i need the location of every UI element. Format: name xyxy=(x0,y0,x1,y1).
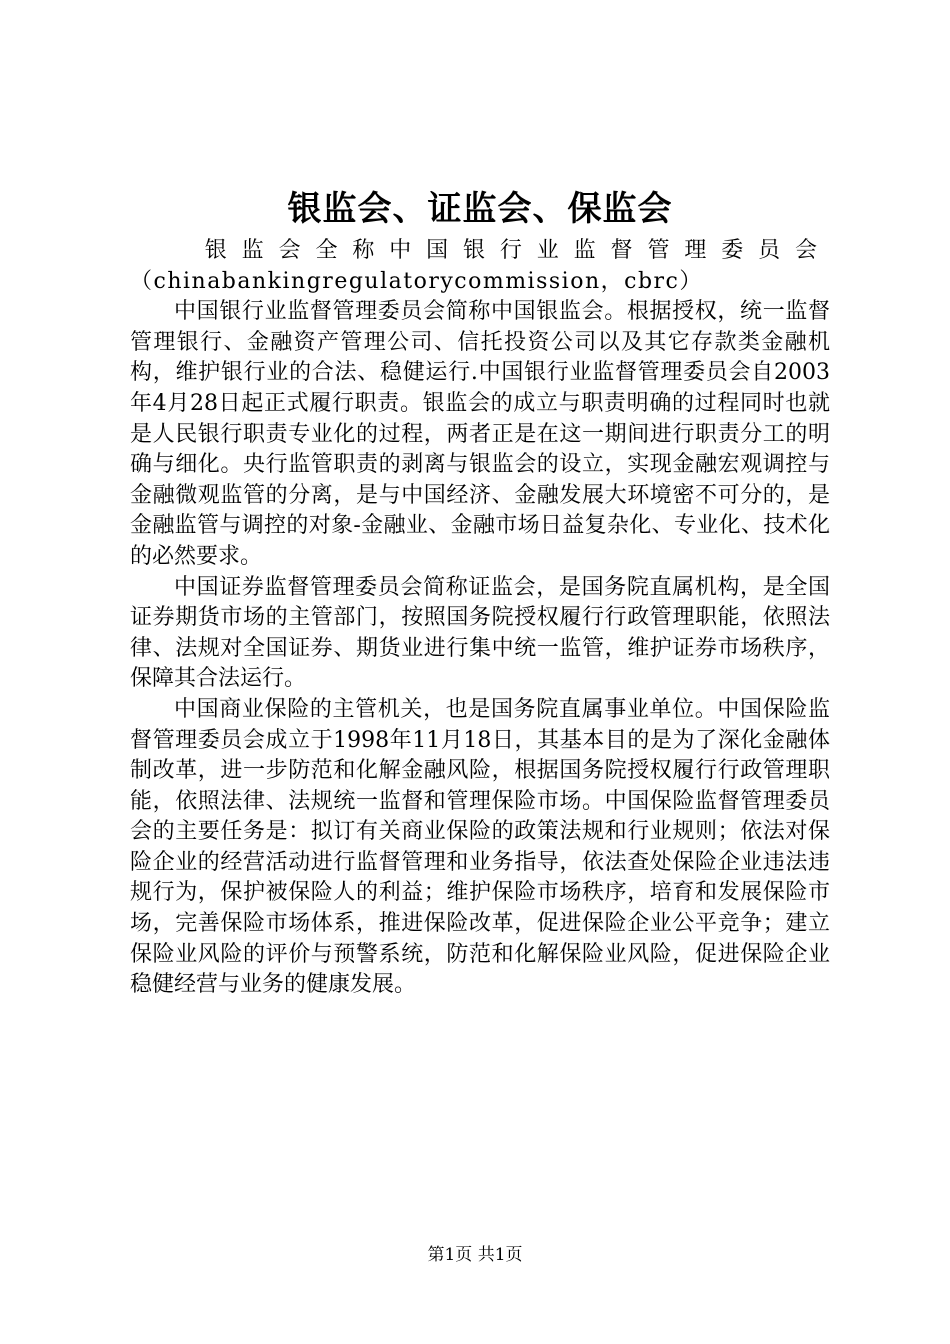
intro-paragraph xyxy=(130,236,830,297)
paragraph-cbrc: 中国银行业监督管理委员会简称中国银监会。根据授权，统一监督管理银行、金融资产管理公司、信托投资公司以及其它存款类金融机构，维护银行业的合法、稳健运行.中国银行业监督管理委员会自2003年4月28日起正式履行职责。银监会的成立与职责明确的过程同时也就是人民银行职责专业化的过程，两者正是在这一期间进行职责分工的明确与细化。央行监管职责的剥离与银监会的设立，实现金融宏观调控与金融微观监管的分离，是与中国经济、金融发展大环境密不可分的，是金融监管与调控的对象-金融业、金融市场日益复杂化、专业化、技术化的必然要求。 xyxy=(130,299,830,569)
intro-latin: （chinabankingregulatorycommission，cbrc） xyxy=(130,268,703,294)
page-footer: 第1页 共1页 xyxy=(427,1245,523,1265)
paragraph-circ: 中国商业保险的主管机关，也是国务院直属事业单位。中国保险监督管理委员会成立于1998年11月18日，其基本目的是为了深化金融体制改革，进一步防范和化解金融风险，根据国务院授权履行行政管理职能，依照法律、法规统一监督和管理保险市场。中国保险监督管理委员会的主要任务是：拟订有关商业保险的政策法规和行业规则；依法对保险企业的经营活动进行监督管理和业务指导，依法查处保险企业违法违规行为，保护被保险人的利益；维护保险市场秩序，培育和发展保险市场，完善保险市场体系，推进保险改革，促进保险企业公平竞争；建立保险业风险的评价与预警系统，防范和化解保险业风险，促进保险企业稳健经营与业务的健康发展。 xyxy=(130,696,830,998)
document-title: 银监会、证监会、保监会 xyxy=(287,189,673,229)
paragraph-csrc: 中国证券监督管理委员会简称证监会，是国务院直属机构，是全国证券期货市场的主管部门，按照国务院授权履行行政管理职能，依照法律、法规对全国证券、期货业进行集中统一监管，维护证券市场秩序，保障其合法运行。 xyxy=(130,574,830,692)
document-body xyxy=(130,236,830,1001)
intro-line: 银监会全称中国银行业监督管理委员会 xyxy=(204,238,830,263)
